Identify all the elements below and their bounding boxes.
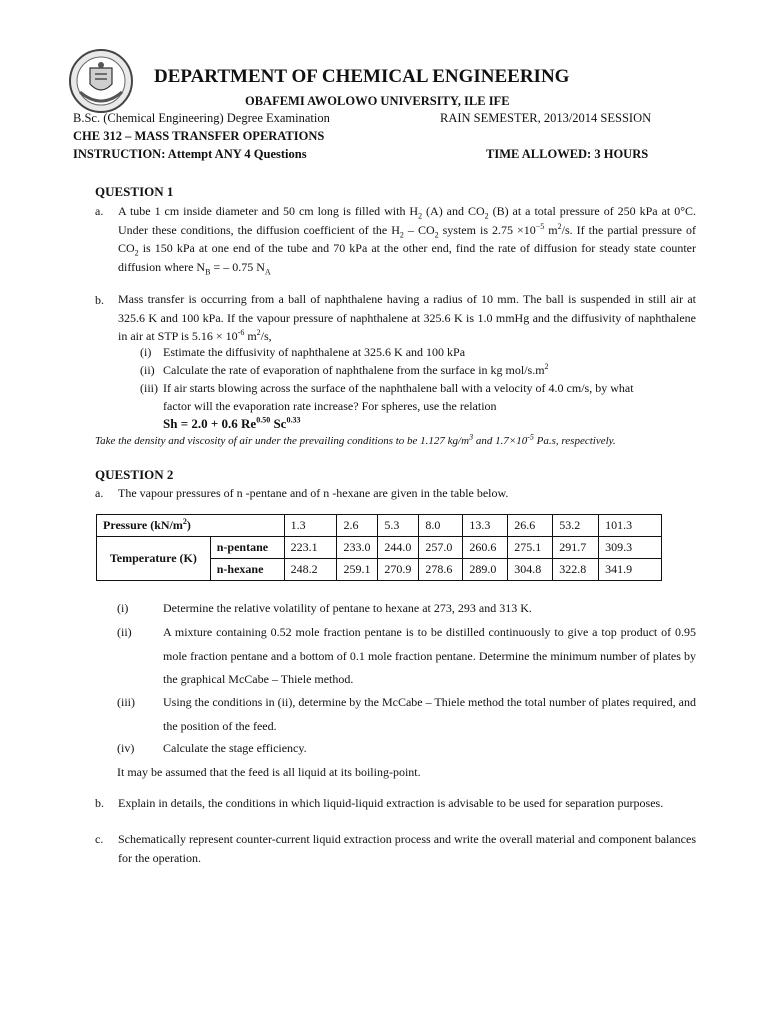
q1b-ii-label: (ii) (140, 363, 155, 377)
hexane-row-label: n-hexane (210, 559, 284, 581)
q1b-label: b. (95, 293, 104, 307)
table-cell: 341.9 (599, 559, 662, 581)
q2b-text: Explain in details, the conditions in which liquid-liquid extraction is advisable to be used for separation purposes. (118, 796, 664, 810)
q2-iv-label: (iv) (117, 741, 135, 755)
q1a-text: A tube 1 cm inside diameter and 50 cm long is filled with $H_2$ (A) and $CO_2$ (B) at a total pressure of 250 kPa at 0°C. Under these conditions, the diffusion coefficient of the $H_2 - CO_2$ system is $2.75 \times 10^{-5}$ $m^2/s$. If the partial pressure of $CO_2$ is 150 kPa at one end of the tube and 70 kPa at the other end, find the rate of diffusion for steady state counter diffusion where $N_B$ = – 0.75 $N_A$ (118, 204, 697, 276)
table-cell: 5.3 (378, 515, 419, 537)
table-cell: 8.0 (419, 515, 463, 537)
time-allowed: TIME ALLOWED: 3 HOURS (486, 147, 649, 161)
q2-i-label: (i) (117, 601, 129, 615)
q2-iii-label: (iii) (117, 695, 135, 709)
table-cell: 2.6 (337, 515, 378, 537)
university-name: OBAFEMI AWOLOWO UNIVERSITY, ILE IFE (245, 94, 510, 108)
q2c-text: Schematically represent counter-current liquid extraction process and write the overall material and component balances for the operation. (118, 832, 696, 865)
q1b-iii-line2: factor will the evaporation rate increase? For spheres, use the relation (163, 399, 497, 413)
pressure-header: Pressure $(kN/m^2)$ (97, 515, 285, 537)
q1b-text: Mass transfer is occurring from a ball of naphthalene having a radius of 10 mm. The ball is suspended in still air at 325.6 K and 100 kPa. If the vapour pressure of naphthalene at 325.6 K is 1.0 mmHg and the diffusivity of naphthalene in air at STP is $5.16 \times 10^{-6}$ $m^2/s$, (118, 292, 696, 343)
table-cell: 233.0 (337, 537, 378, 559)
table-cell: 289.0 (463, 559, 508, 581)
q2b-label: b. (95, 796, 104, 810)
q2-iv-text: Calculate the stage efficiency. (163, 741, 307, 755)
table-cell: 223.1 (284, 537, 337, 559)
table-cell: 13.3 (463, 515, 508, 537)
table-cell: 322.8 (553, 559, 599, 581)
pentane-row-label: n-pentane (210, 537, 284, 559)
table-cell: 309.3 (599, 537, 662, 559)
department-title: DEPARTMENT OF CHEMICAL ENGINEERING (154, 66, 570, 87)
q2-ii-label: (ii) (117, 625, 132, 639)
table-cell: 278.6 (419, 559, 463, 581)
table-cell: 304.8 (508, 559, 553, 581)
sherwood-equation: Sh = 2.0 + 0.6 $Re^{0.50}$ $Sc^{0.33}$ (163, 415, 301, 431)
q1b-i-text: Estimate the diffusivity of naphthalene at 325.6 K and 100 kPa (163, 345, 466, 359)
table-row (97, 537, 662, 559)
temperature-header: Temperature (K) (97, 537, 211, 581)
table-cell: 248.2 (284, 559, 337, 581)
table-row (97, 515, 662, 537)
table-cell: 244.0 (378, 537, 419, 559)
q2-ii-text: A mixture containing 0.52 mole fraction pentane is to be distilled continuously to give a top product of 0.95 mole fraction pentane and a bottom of 0.1 mole fraction pentane. Determine the minimum number of plates by the graphical McCabe – Thiele method. (163, 625, 696, 686)
q2c-label: c. (95, 832, 104, 846)
table-cell: 26.6 (508, 515, 553, 537)
q1b-ii-text: Calculate the rate of evaporation of naphthalene from the surface in kg mol/$s.m^2$ (163, 362, 549, 377)
q2-i-text: Determine the relative volatility of pentane to hexane at 273, 293 and 313 K. (163, 601, 532, 615)
table-cell: 260.6 (463, 537, 508, 559)
q2a-label: a. (95, 486, 104, 500)
university-crest-logo (68, 48, 134, 114)
table-cell: 275.1 (508, 537, 553, 559)
question-1-title: QUESTION 1 (95, 184, 174, 199)
course-title: CHE 312 – MASS TRANSFER OPERATIONS (73, 129, 325, 143)
table-cell: 291.7 (553, 537, 599, 559)
vapour-pressure-table (96, 514, 662, 581)
table-cell: 53.2 (553, 515, 599, 537)
instruction-line: INSTRUCTION: Attempt ANY 4 Questions (73, 147, 307, 161)
q2a-text: The vapour pressures of n -pentane and of n -hexane are given in the table below. (118, 486, 509, 500)
table-cell: 101.3 (599, 515, 662, 537)
table-cell: 257.0 (419, 537, 463, 559)
question-2-title: QUESTION 2 (95, 467, 174, 482)
q1a-label: a. (95, 204, 104, 218)
semester-line: RAIN SEMESTER, 2013/2014 SESSION (440, 111, 652, 125)
degree-line: B.Sc. (Chemical Engineering) Degree Examination (73, 111, 330, 125)
table-cell: 259.1 (337, 559, 378, 581)
q1b-iii-label: (iii) (140, 381, 158, 395)
table-cell: 1.3 (284, 515, 337, 537)
q1b-iii-line1: If air starts blowing across the surface of the naphthalene ball with a velocity of 4.0 cm/s, by what (163, 381, 634, 395)
q1b-i-label: (i) (140, 345, 152, 359)
table-cell: 270.9 (378, 559, 419, 581)
q2-assumption: It may be assumed that the feed is all liquid at its boiling-point. (117, 765, 421, 779)
q2-iii-text: Using the conditions in (ii), determine by the McCabe – Thiele method the total number of plates required, and the position of the feed. (163, 695, 696, 733)
q1b-note: Take the density and viscosity of air under the prevailing conditions to be 1.127 $kg/m^3$ and $1.7\times 10^{-5}$ Pa.s, respectively. (95, 432, 616, 447)
